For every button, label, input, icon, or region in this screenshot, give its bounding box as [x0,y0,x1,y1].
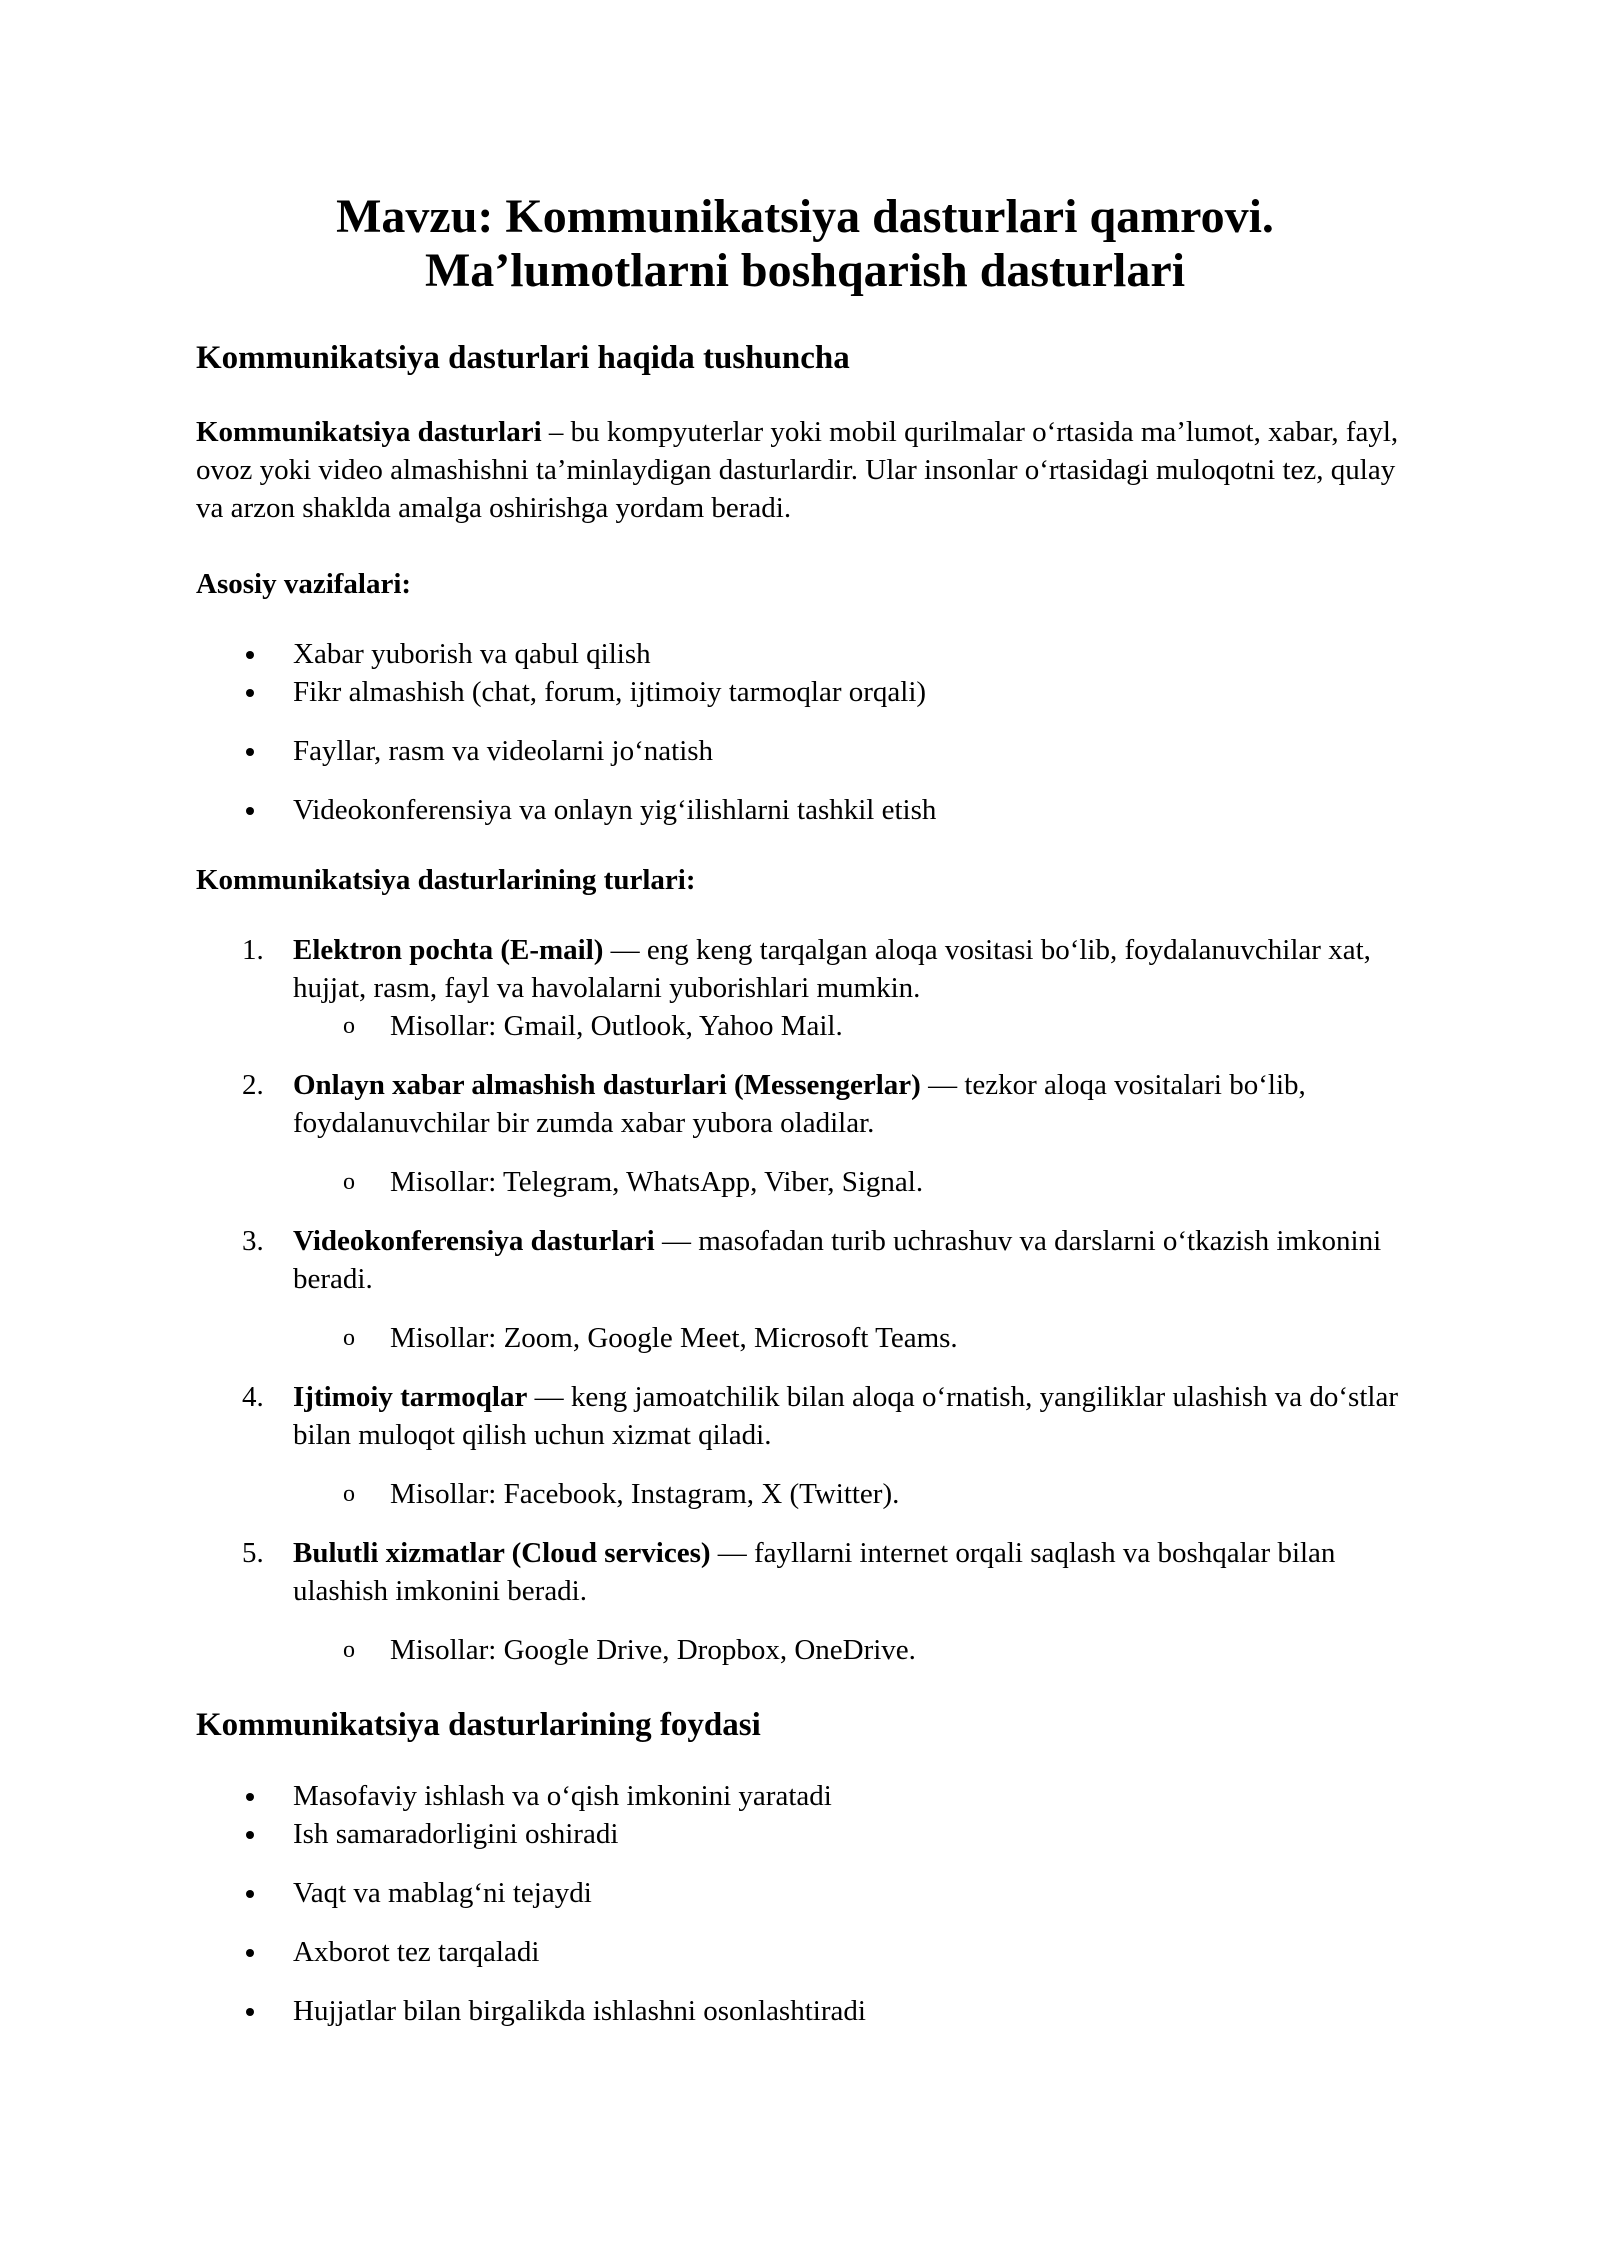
circle-bullet-icon: o [343,1481,355,1507]
bullet-icon [246,807,254,815]
type-term: Bulutli xizmatlar (Cloud services) [293,1537,711,1569]
example-item: o Misollar: Zoom, Google Meet, Microsoft Teams. [196,1319,1406,1357]
title-line-2: Ma’lumotlarni boshqarish dasturlari [424,244,1186,297]
list-item: Xabar yuborish va qabul qilish [196,635,1406,673]
type-term: Videokonferensiya dasturlari [293,1225,655,1257]
type-desc: — fayllarni internet orqali saqlash va boshqalar bilan ulashish imkonini beradi. [293,1537,1336,1607]
type-term: Elektron pochta (E-mail) [293,934,604,966]
list-number: 3. [242,1225,264,1257]
title-line-1: Mavzu: Kommunikatsiya dasturlari qamrovi. [336,190,1274,243]
bullet-icon [246,1949,254,1957]
list-item: Ish samaradorligini oshiradi [196,1815,1406,1853]
list-item: Videokonferensiya va onlayn yig‘ilishlarni tashkil etish [196,791,1406,829]
list-number: 2. [242,1069,264,1101]
bullet-icon [246,748,254,756]
example-item: o Misollar: Gmail, Outlook, Yahoo Mail. [196,1007,1406,1045]
type-term: Ijtimoiy tarmoqlar [293,1381,528,1413]
list-number: 4. [242,1381,264,1413]
example-item: o Misollar: Facebook, Instagram, X (Twitter). [196,1475,1406,1513]
section-heading-concept: Kommunikatsiya dasturlari haqida tushuncha [196,340,850,376]
list-item: Hujjatlar bilan birgalikda ishlashni osonlashtiradi [196,1992,1406,2030]
list-item: Masofaviy ishlash va o‘qish imkonini yaratadi [196,1777,1406,1815]
example-item: o Misollar: Google Drive, Dropbox, OneDrive. [196,1631,1406,1669]
list-item: Fayllar, rasm va videolarni jo‘natish [196,732,1406,770]
list-item [196,1066,1406,1201]
bullet-icon [246,2008,254,2016]
circle-bullet-icon: o [343,1013,355,1039]
list-item [196,1222,1406,1357]
definition-term: Kommunikatsiya dasturlari [196,416,542,448]
types-label: Kommunikatsiya dasturlarining turlari: [196,864,696,896]
document-title [0,190,1600,298]
types-list [196,931,1406,1669]
functions-label: Asosiy vazifalari: [196,568,412,600]
list-item: Fikr almashish (chat, forum, ijtimoiy tarmoqlar orqali) [196,673,1406,711]
circle-bullet-icon: o [343,1169,355,1195]
definition-paragraph [196,413,1406,527]
document-page [196,190,1406,2030]
type-term: Onlayn xabar almashish dasturlari (Messengerlar) [293,1069,921,1101]
bullet-icon [246,1793,254,1801]
circle-bullet-icon: o [343,1325,355,1351]
list-item [196,931,1406,1045]
type-desc: — tezkor aloqa vositalari bo‘lib, foydalanuvchilar bir zumda xabar yubora oladilar. [293,1069,1306,1139]
list-number: 5. [242,1537,264,1569]
bullet-icon [246,1831,254,1839]
bullet-icon [246,1890,254,1898]
list-number: 1. [242,934,264,966]
bullet-icon [246,689,254,697]
functions-list [196,635,1406,829]
list-item [196,1534,1406,1669]
bullet-icon [246,651,254,659]
type-desc: — keng jamoatchilik bilan aloqa o‘rnatish, yangiliklar ulashish va do‘stlar bilan muloqot qilish uchun xizmat qiladi. [293,1381,1398,1451]
list-item: Vaqt va mablag‘ni tejaydi [196,1874,1406,1912]
list-item [196,1378,1406,1513]
definition-text: – bu kompyuterlar yoki mobil qurilmalar o‘rtasida ma’lumot, xabar, fayl, ovoz yoki video almashishni ta’minlaydigan dasturlardir. Ular insonlar o‘rtasidagi muloqotni tez, qulay va arzon shaklda amalga oshirishga yordam beradi. [196,416,1399,524]
list-item: Axborot tez tarqaladi [196,1933,1406,1971]
section-heading-benefits: Kommunikatsiya dasturlarining foydasi [196,1707,761,1743]
type-desc: — masofadan turib uchrashuv va darslarni o‘tkazish imkonini beradi. [293,1225,1382,1295]
benefits-list [196,1777,1406,2030]
example-item: o Misollar: Telegram, WhatsApp, Viber, Signal. [196,1163,1406,1201]
type-desc: — eng keng tarqalgan aloqa vositasi bo‘lib, foydalanuvchilar xat, hujjat, rasm, fayl va havolalarni yuborishlari mumkin. [293,934,1371,1004]
circle-bullet-icon: o [343,1637,355,1663]
